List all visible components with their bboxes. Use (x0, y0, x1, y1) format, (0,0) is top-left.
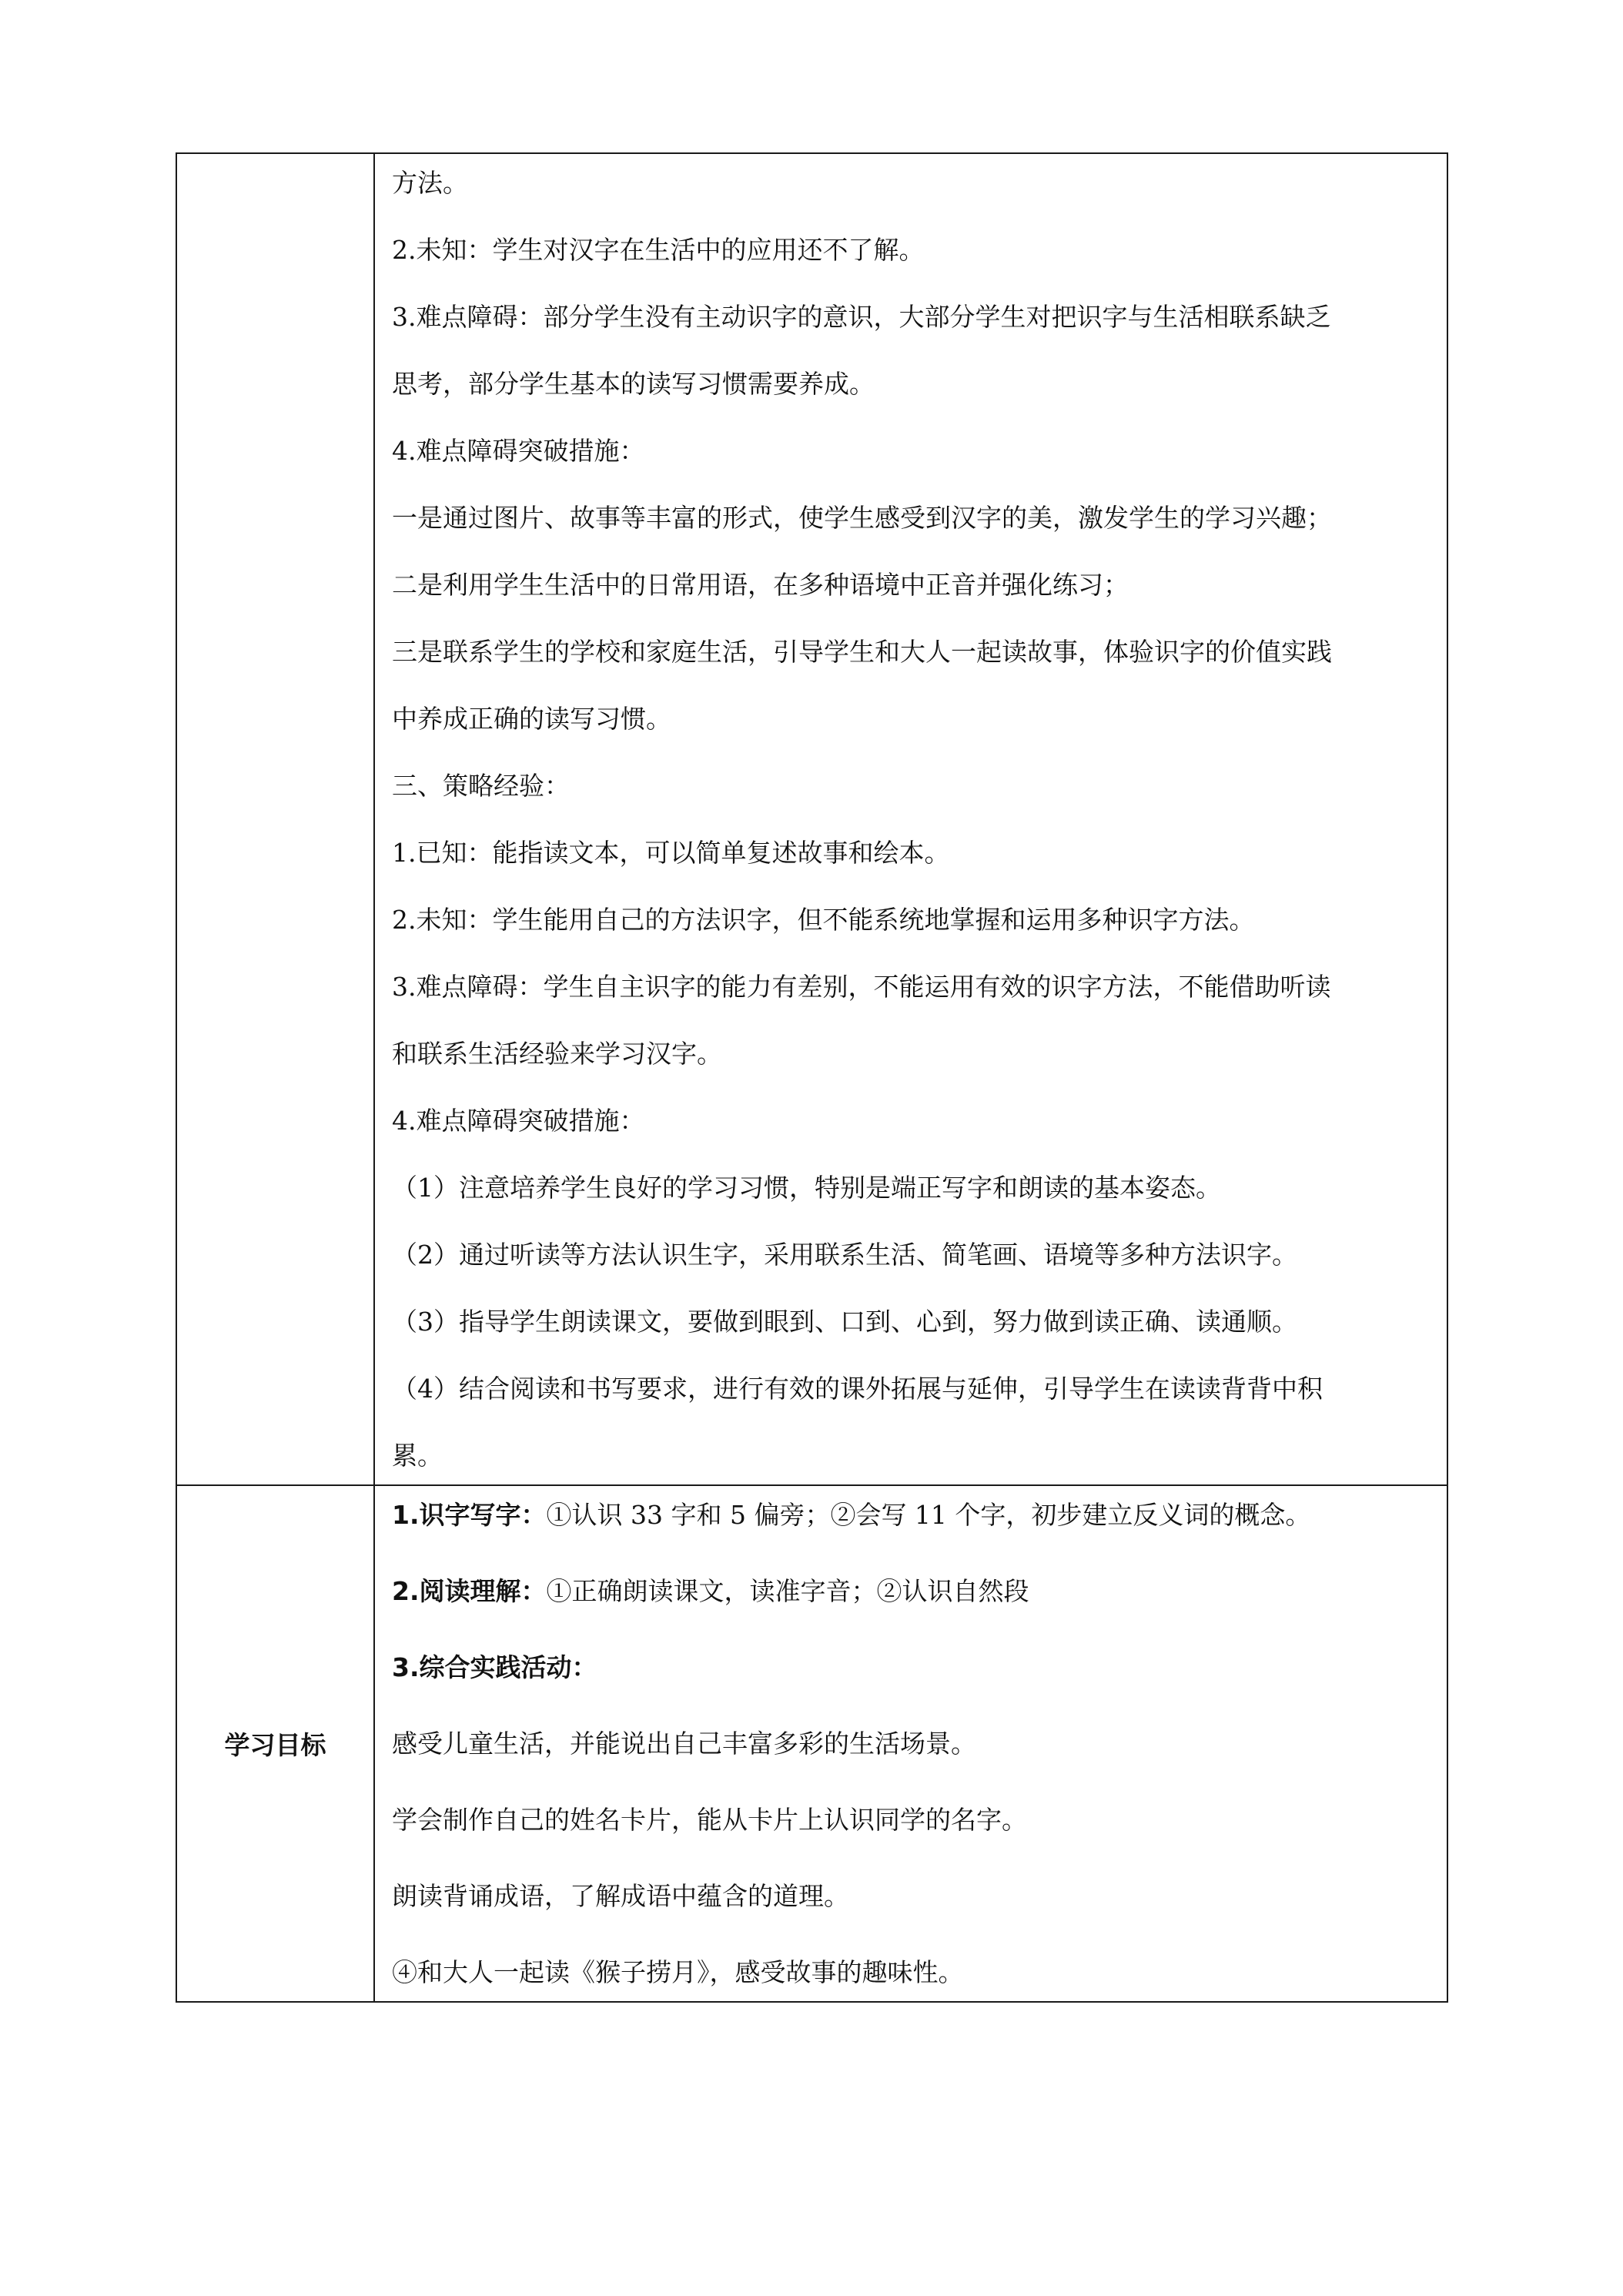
text-line: 1.已知：能指读文本，可以简单复述故事和绘本。 (392, 838, 950, 868)
goal-sub-item: ④和大人一起读《猴子捞月》，感受故事的趣味性。 (392, 1957, 964, 1987)
text-line: 3.难点障碍：学生自主识字的能力有差别，不能运用有效的识字方法，不能借助听读 (392, 972, 1331, 1002)
text-line: （2）通过听读等方法认识生字，采用联系生活、简笔画、语境等多种方法识字。 (392, 1240, 1297, 1270)
goal-sub-item: 朗读背诵成语，了解成语中蕴含的道理。 (392, 1881, 849, 1911)
text-line: 一是通过图片、故事等丰富的形式，使学生感受到汉字的美，激发学生的学习兴趣； (392, 503, 1332, 533)
goal-sub-item: 学会制作自己的姓名卡片，能从卡片上认识同学的名字。 (392, 1805, 1027, 1835)
text-line: 方法。 (392, 168, 468, 198)
text-line: （1）注意培养学生良好的学习习惯，特别是端正写字和朗读的基本姿态。 (392, 1173, 1221, 1203)
table-row-learning-goals (176, 1485, 1447, 2002)
text-line: 三、策略经验： (392, 771, 570, 801)
text-line: 累。 (392, 1441, 443, 1471)
goal-item-3-heading: 3.综合实践活动： (392, 1652, 597, 1682)
goal-item-1 (392, 1497, 1434, 1533)
lesson-plan-table (176, 152, 1448, 2003)
learning-goals-content (374, 1485, 1447, 2002)
text-line: （4）结合阅读和书写要求，进行有效的课外拓展与延伸，引导学生在读读背背中积 (392, 1374, 1323, 1404)
text-line: （3）指导学生朗读课文，要做到眼到、口到、心到，努力做到读正确、读通顺。 (392, 1307, 1297, 1337)
goal-item-1-text: ①认识 33 字和 5 偏旁；②会写 11 个字，初步建立反义词的概念。 (546, 1500, 1311, 1530)
table-row-analysis (176, 153, 1447, 1485)
goal-item-3 (392, 1649, 1434, 1685)
text-line: 4.难点障碍突破措施： (392, 436, 645, 466)
text-line: 2.未知：学生对汉字在生活中的应用还不了解。 (392, 235, 925, 265)
text-line: 思考，部分学生基本的读写习惯需要养成。 (392, 369, 875, 399)
text-line: 二是利用学生生活中的日常用语，在多种语境中正音并强化练习； (392, 570, 1129, 600)
text-line: 中养成正确的读写习惯。 (392, 704, 671, 734)
text-line: 2.未知：学生能用自己的方法识字，但不能系统地掌握和运用多种识字方法。 (392, 905, 1255, 935)
text-line: 三是联系学生的学校和家庭生活，引导学生和大人一起读故事，体验识字的价值实践 (392, 637, 1332, 667)
goal-item-2-heading: 2.阅读理解： (392, 1576, 547, 1606)
row-label-learning-goals: 学习目标 (176, 1485, 374, 2002)
row-label-empty (176, 153, 374, 1485)
text-line: 3.难点障碍：部分学生没有主动识字的意识，大部分学生对把识字与生活相联系缺乏 (392, 302, 1331, 332)
goal-sub-item: 感受儿童生活，并能说出自己丰富多彩的生活场景。 (392, 1729, 976, 1759)
analysis-content (374, 153, 1447, 1485)
goal-item-2 (392, 1573, 1434, 1609)
text-line: 4.难点障碍突破措施： (392, 1106, 645, 1136)
goal-item-1-heading: 1.识字写字： (392, 1500, 547, 1530)
text-line: 和联系生活经验来学习汉字。 (392, 1039, 722, 1069)
goal-item-2-text: ①正确朗读课文，读准字音；②认识自然段 (546, 1576, 1029, 1606)
